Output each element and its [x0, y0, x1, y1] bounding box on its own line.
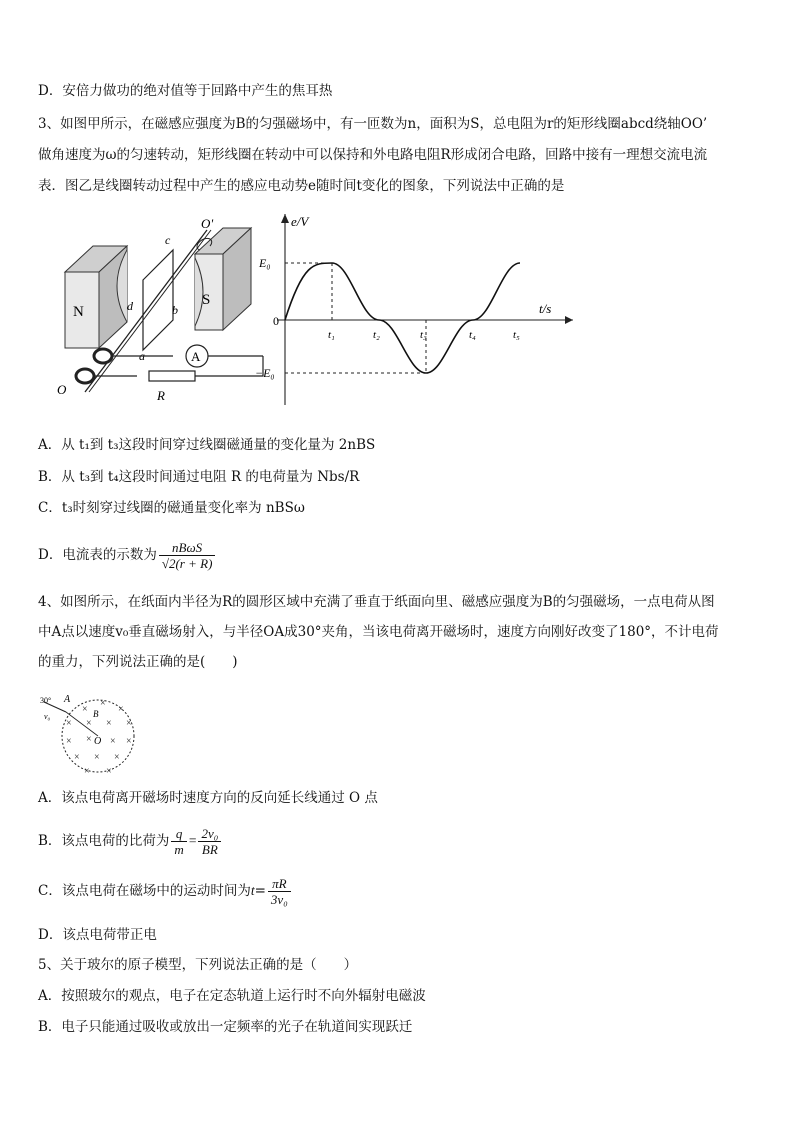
q3-option-d-numerator: nBωS: [159, 540, 216, 556]
graph-neg-e0-label: −E₀: [255, 366, 275, 380]
q4-option-b-lhs-denominator: m: [174, 842, 184, 857]
q4-fig-label-v0: v₀: [44, 712, 51, 721]
q3-option-d: [38, 540, 217, 571]
svg-text:×: ×: [74, 752, 80, 763]
svg-text:×: ×: [114, 752, 120, 763]
svg-text:×: ×: [94, 752, 100, 763]
q4-option-b-equals: =: [188, 833, 197, 848]
graph-e0-label: E₀: [259, 256, 271, 270]
graph-y-label: e/V: [291, 214, 309, 229]
q4-option-c-var: t: [250, 883, 255, 898]
q4-option-b-lhs-numerator: q: [171, 826, 186, 842]
graph-tick-t3: t₃: [420, 329, 427, 341]
q3-emf-graph: [255, 210, 580, 410]
svg-text:×: ×: [110, 736, 116, 747]
q3-stem-line3: 表．图乙是线圈转动过程中产生的感应电动势e随时间t变化的图象，下列说法中正确的是: [38, 178, 565, 194]
q4-fig-label-a: A: [64, 694, 71, 705]
q3-fig-label-ammeter: A: [191, 349, 201, 364]
q4-option-b-fraction: [198, 826, 221, 857]
q4-option-c-prefix: C．该点电荷在磁场中的运动时间为: [38, 883, 251, 899]
q2-option-d: D．安倍力做功的绝对值等于回路中产生的焦耳热: [38, 83, 333, 99]
q3-option-b: B．从 t₃到 t₄这段时间通过电阻 R 的电荷量为 Nbs/R: [38, 469, 360, 485]
q4-fig-label-b: B: [93, 709, 99, 719]
q3-stem-line2: 做角速度为ω的匀速转动，矩形线圈在转动中可以保持和外电路电阻R形成闭合电路，回路中接有一理想交流电流: [38, 147, 708, 163]
graph-tick-t4: t₄: [469, 329, 476, 341]
q3-option-d-denominator: √2(r + R): [161, 556, 213, 571]
graph-tick-t2: t₂: [373, 329, 380, 341]
svg-text:×: ×: [86, 718, 92, 729]
svg-text:×: ×: [100, 698, 106, 709]
q3-fig-label-r: R: [157, 388, 165, 403]
q4-fig-angle: 30°: [40, 696, 52, 705]
q3-fig-label-b: b: [172, 303, 178, 317]
sine-curve: [285, 263, 520, 373]
q4-option-c-fraction: [268, 876, 291, 907]
q4-fig-label-o: O: [94, 736, 102, 747]
q3-fig-label-n: N: [73, 304, 84, 320]
q4-option-c-numerator: πR: [268, 876, 291, 892]
q3-option-c: C．t₃时刻穿过线圈的磁通量变化率为 nBSω: [38, 500, 305, 516]
q4-option-d: D．该点电荷带正电: [38, 927, 157, 943]
q3-fig-label-c: c: [165, 233, 171, 247]
q3-generator-figure: [55, 210, 280, 410]
q3-fig-label-o: O: [57, 382, 67, 397]
graph-tick-t5: t₅: [513, 329, 520, 341]
resistor-symbol: [149, 371, 195, 381]
q5-option-a: A．按照玻尔的观点，电子在定态轨道上运行时不向外辐射电磁波: [38, 988, 426, 1004]
q3-fig-label-d: d: [127, 299, 133, 313]
q3-fig-label-s: S: [202, 292, 211, 308]
q3-option-d-fraction: [159, 540, 216, 571]
q3-fig-label-o-prime: O': [201, 216, 214, 231]
q5-stem: 5、关于玻尔的原子模型，下列说法正确的是（ ）: [38, 957, 358, 973]
svg-text:×: ×: [66, 736, 72, 747]
q3-option-a: A．从 t₁到 t₃这段时间穿过线圈磁通量的变化量为 2nBS: [38, 437, 376, 453]
graph-tick-t1: t₁: [328, 329, 335, 341]
svg-text:×: ×: [118, 704, 124, 715]
svg-text:×: ×: [86, 734, 92, 745]
svg-text:×: ×: [106, 766, 112, 777]
q4-option-b-prefix: B．该点电荷的比荷为: [38, 833, 170, 849]
svg-text:×: ×: [106, 718, 112, 729]
svg-text:×: ×: [126, 718, 132, 729]
q4-option-c: C．该点电荷在磁场中的运动时间为t= $\frac{\pi R}{\text{3v₀}}$: [38, 876, 293, 907]
q4-option-c-denominator: 3v₀: [270, 892, 288, 907]
graph-origin-label: 0: [273, 314, 279, 328]
q4-option-b: [38, 826, 223, 857]
graph-x-label: t/s: [539, 301, 552, 316]
q4-stem-line1: 4、如图所示，在纸面内半径为R的圆形区域中充满了垂直于纸面向里、磁感应强度为B的匀强磁场，一点电荷从图: [38, 594, 715, 610]
svg-text:×: ×: [84, 766, 90, 777]
svg-text:×: ×: [66, 718, 72, 729]
svg-text:×: ×: [126, 736, 132, 747]
q3-stem-line1: 3、如图甲所示，在磁感应强度为B的匀强磁场中，有一匝数为n，面积为S，总电阻为r的矩形线圈abcd绕轴OO’: [38, 116, 708, 132]
q4-option-b-denominator: BR: [201, 842, 218, 857]
q4-stem-line2: 中A点以速度v₀垂直磁场射入，与半径OA成30°夹角，当该电荷离开磁场时，速度方向刚好改变了180°，不计电荷: [38, 624, 719, 640]
q4-field-figure: [38, 690, 150, 782]
svg-text:×: ×: [82, 704, 88, 715]
q4-option-b-lhs-fraction: [171, 826, 186, 857]
q4-stem-line3: 的重力，下列说法正确的是( ): [38, 654, 238, 670]
q3-option-d-prefix: D．电流表的示数为: [38, 547, 157, 563]
q4-option-b-numerator: 2v₀: [198, 826, 221, 842]
q3-fig-label-a: a: [139, 349, 145, 363]
q4-option-a: A．该点电荷离开磁场时速度方向的反向延长线通过 O 点: [38, 790, 378, 806]
q5-option-b: B．电子只能通过吸收或放出一定频率的光子在轨道间实现跃迁: [38, 1019, 413, 1035]
